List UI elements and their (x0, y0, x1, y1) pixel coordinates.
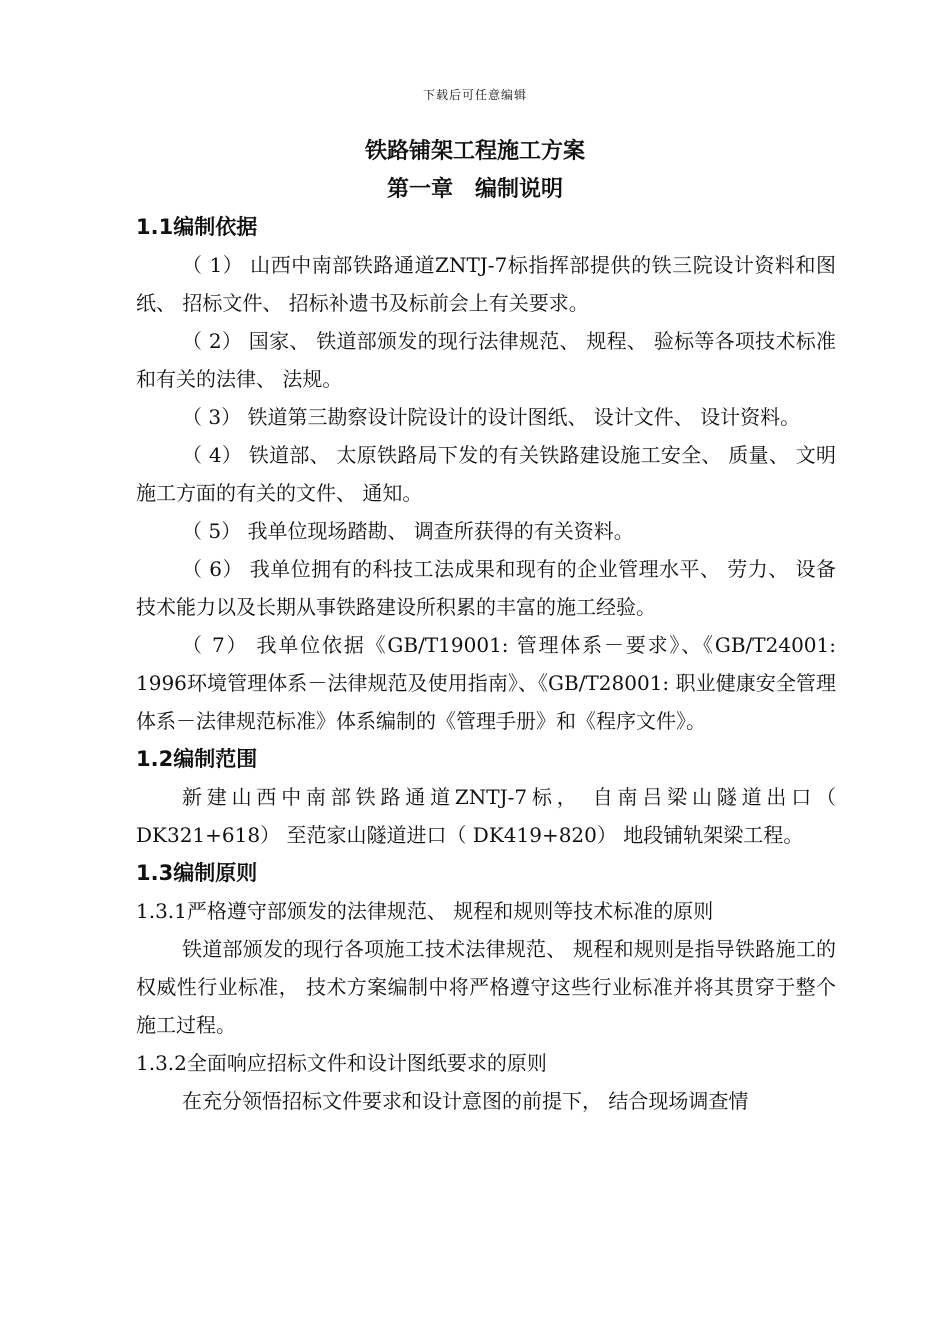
page-header-note: 下载后可任意编辑 (422, 88, 527, 102)
paragraph: （ 1） 山西中南部铁路通道ZNTJ-7标指挥部提供的铁三院设计资料和图纸、 招标文件、 招标补遗书及标前会上有关要求。 (136, 253, 836, 315)
paragraph: 在充分领悟招标文件要求和设计意图的前提下， 结合现场调查情 (182, 1089, 749, 1113)
paragraph: （ 4） 铁道部、 太原铁路局下发的有关铁路建设施工安全、 质量、 文明施工方面的有关的文件、 通知。 (136, 443, 836, 505)
subsection-heading-1-3-2: 1.3.2全面响应招标文件和设计图纸要求的原则 (136, 1051, 547, 1075)
paragraph: （ 7） 我单位依据《GB/T19001: 管理体系－要求》、《GB/T24001: 1996环境管理体系－法律规范及使用指南》、《GB/T28001: 职业健康安全管理体系－法律规范标准》体系编制的《管理手册》和《程序文件》。 (136, 633, 836, 733)
paragraph: 新建山西中南部铁路通道ZNTJ-7标， 自南吕梁山隧道出口（ DK321+618） 至范家山隧道进口（ DK419+820） 地段铺轨架梁工程。 (136, 785, 836, 847)
chapter-title: 第一章 编制说明 (386, 177, 563, 202)
subsection-heading-1-3-1: 1.3.1严格遵守部颁发的法律规范、 规程和规则等技术标准的原则 (136, 899, 714, 923)
section-heading-1-2: 1.2编制范围 (136, 747, 258, 771)
document-body (136, 208, 836, 1120)
paragraph: 铁道部颁发的现行各项施工技术法律规范、 规程和规则是指导铁路施工的权威性行业标准， 技术方案编制中将严格遵守这些行业标准并将其贯穿于整个施工过程。 (136, 937, 836, 1037)
section-heading-1-1: 1.1编制依据 (136, 215, 258, 239)
document-title: 铁路铺架工程施工方案 (364, 139, 585, 164)
section-heading-1-3: 1.3编制原则 (136, 861, 258, 885)
paragraph: （ 6） 我单位拥有的科技工法成果和现有的企业管理水平、 劳力、 设备技术能力以及长期从事铁路建设所积累的丰富的施工经验。 (136, 557, 836, 619)
paragraph: （ 3） 铁道第三勘察设计院设计的设计图纸、 设计文件、 设计资料。 (182, 405, 801, 429)
paragraph: （ 2） 国家、 铁道部颁发的现行法律规范、 规程、 验标等各项技术标准和有关的法律、 法规。 (136, 329, 836, 391)
paragraph: （ 5） 我单位现场踏勘、 调查所获得的有关资料。 (182, 519, 634, 543)
